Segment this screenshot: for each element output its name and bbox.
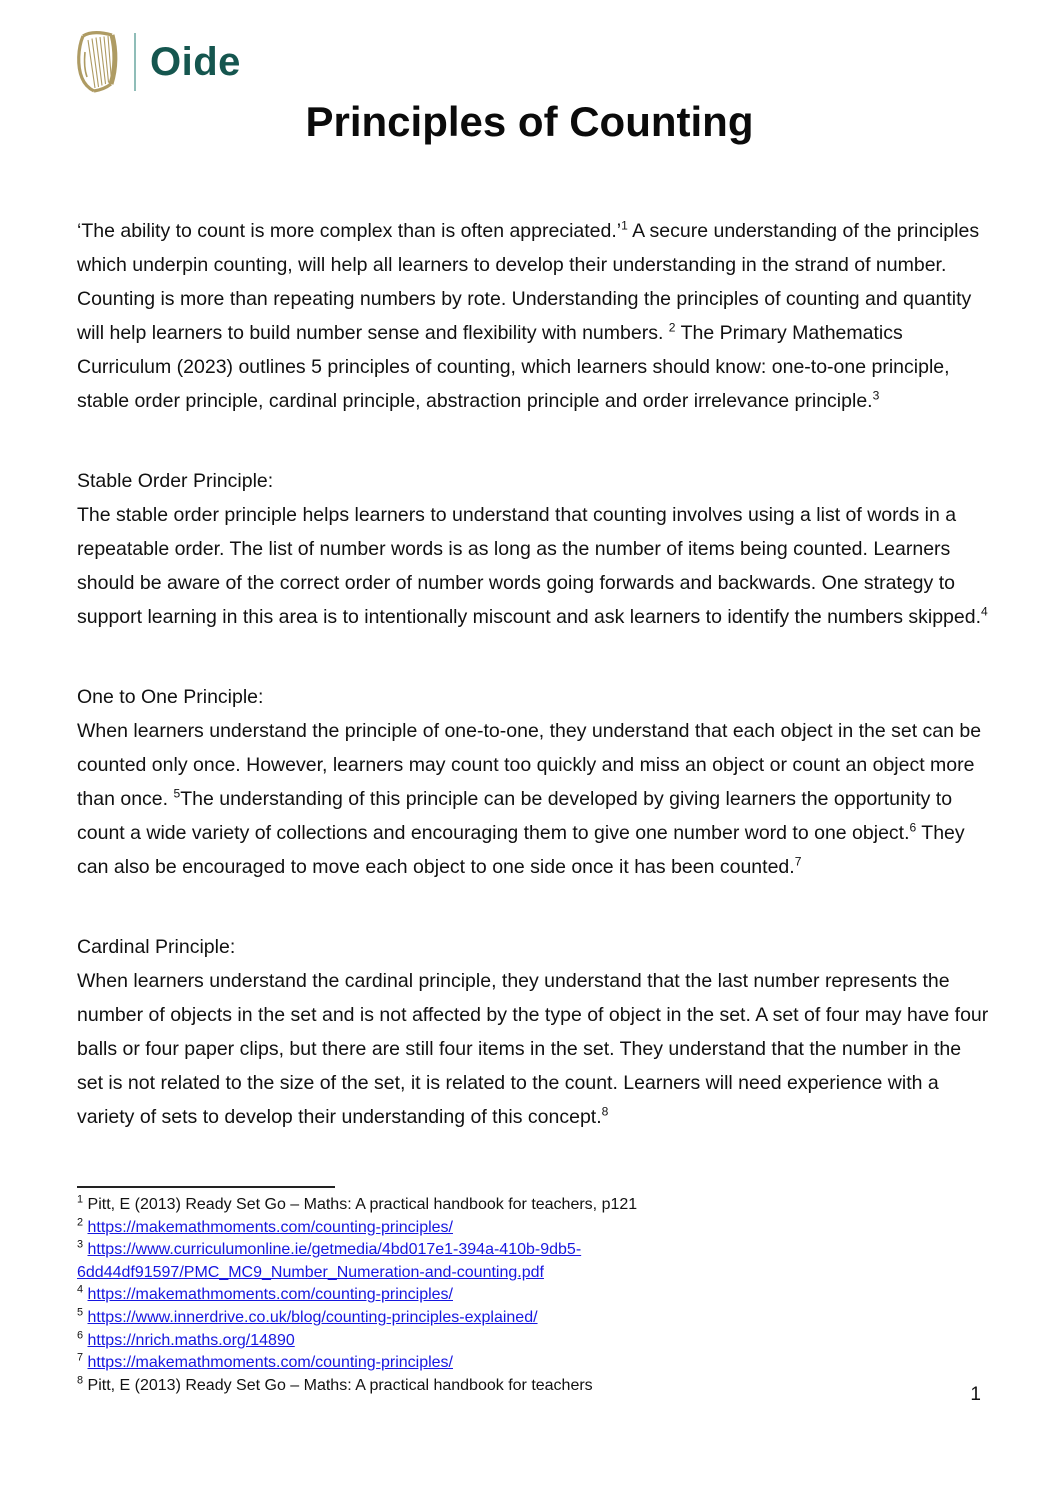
footnote-item [77, 1239, 989, 1284]
footnote-link[interactable]: https://makemathmoments.com/counting-principles/ [87, 1354, 453, 1372]
page-number: 1 [970, 1384, 981, 1405]
section-paragraph: When learners understand the principle of one-to-one, they understand that each object in the set can be counted only once. However, learners may count too quickly and miss an object or count an object more than once. $^5$The understanding of this principle can be developed by giving learners the opportunity to count a wide variety of collections and encouraging them to give one number word to one object.$^6$ They can also be encouraged to move each object to one side once it has been counted.$^7$ [77, 720, 982, 878]
oide-logo [74, 30, 241, 94]
document-body [77, 214, 989, 1180]
section-one-to-one [77, 680, 989, 884]
footnote-reference: 8 [601, 1104, 609, 1119]
footnote-number: 1 [77, 1193, 84, 1206]
footnote-item [77, 1330, 989, 1353]
footnote-number: 6 [77, 1329, 84, 1342]
footnote-number: 8 [77, 1374, 84, 1387]
footnote-item [77, 1352, 989, 1375]
footnote-reference: 3 [872, 388, 880, 403]
footnotes-section [77, 1186, 989, 1397]
footnote-separator-rule [77, 1186, 335, 1188]
footnote-text: Pitt, E (2013) Ready Set Go – Maths: A practical handbook for teachers [87, 1376, 593, 1394]
footnote-reference: 7 [794, 854, 802, 869]
section-stable-order [77, 464, 989, 634]
footnote-link[interactable]: https://www.curriculumonline.ie/getmedia/4bd017e1-394a-410b-9db5- [87, 1241, 582, 1259]
section-paragraph: The stable order principle helps learners to understand that counting involves using a list of words in a repeatable order. The list of number words is as long as the number of items being counted. Learners should be aware of the correct order of number words going forwards and backwards. One strategy to support learning in this area is to intentionally miscount and ask learners to identify the numbers skipped.$^4$ [77, 504, 988, 628]
footnote-link[interactable]: 6dd44df91597/PMC_MC9_Number_Numeration-and-counting.pdf [77, 1263, 544, 1281]
brand-wordmark: Oide [150, 39, 241, 84]
section-heading: Cardinal Principle: [77, 936, 236, 958]
footnote-reference: 5 [173, 786, 181, 801]
page-title: Principles of Counting [305, 98, 754, 145]
intro-paragraph: ‘The ability to count is more complex than is often appreciated.’$^1$ A secure understanding of the principles which underpin counting, will help all learners to develop their understanding in the strand of number. Counting is more than repeating numbers by rote. Understanding the principles of counting and quantity will help learners to build number sense and flexibility with numbers. $^2$ The Primary Mathematics Curriculum (2023) outlines 5 principles of counting, which learners should know: one-to-one principle, stable order principle, cardinal principle, abstraction principle and order irrelevance principle.$^3$ [77, 218, 980, 412]
footnote-number: 2 [77, 1216, 84, 1229]
footnote-reference: 6 [909, 820, 917, 835]
footnote-reference: 2 [668, 320, 676, 335]
footnote-link[interactable]: https://nrich.maths.org/14890 [87, 1331, 295, 1349]
section-cardinal [77, 930, 989, 1134]
footnote-number: 7 [77, 1351, 84, 1364]
section-paragraph: When learners understand the cardinal principle, they understand that the last number represents the number of objects in the set and is not affected by the type of object in the set. A set of four may have four balls or four paper clips, but there are still four items in the set. They understand that the number in the set is not related to the size of the set, it is related to the count. Learners will need experience with a variety of sets to develop their understanding of this concept.$^8$ [77, 970, 989, 1128]
footnote-link[interactable]: https://makemathmoments.com/counting-principles/ [87, 1218, 453, 1236]
footnote-item [77, 1307, 989, 1330]
footnote-item [77, 1375, 989, 1398]
footnote-number: 4 [77, 1284, 84, 1297]
footnote-link[interactable]: https://makemathmoments.com/counting-principles/ [87, 1286, 453, 1304]
footnote-number: 3 [77, 1238, 84, 1251]
footnote-number: 5 [77, 1306, 84, 1319]
footnote-item [77, 1194, 989, 1217]
harp-icon [74, 30, 124, 94]
section-heading: Stable Order Principle: [77, 470, 274, 492]
footnote-item [77, 1284, 989, 1307]
footnote-text: Pitt, E (2013) Ready Set Go – Maths: A practical handbook for teachers, p121 [87, 1196, 638, 1213]
footnote-reference: 4 [981, 604, 988, 619]
footnote-link[interactable]: https://www.innerdrive.co.uk/blog/counting-principles-explained/ [87, 1308, 538, 1326]
footnote-reference: 1 [621, 218, 628, 233]
section-heading: One to One Principle: [77, 686, 264, 708]
logo-separator [134, 33, 136, 91]
footnotes-list [77, 1194, 989, 1397]
footnote-item [77, 1217, 989, 1240]
